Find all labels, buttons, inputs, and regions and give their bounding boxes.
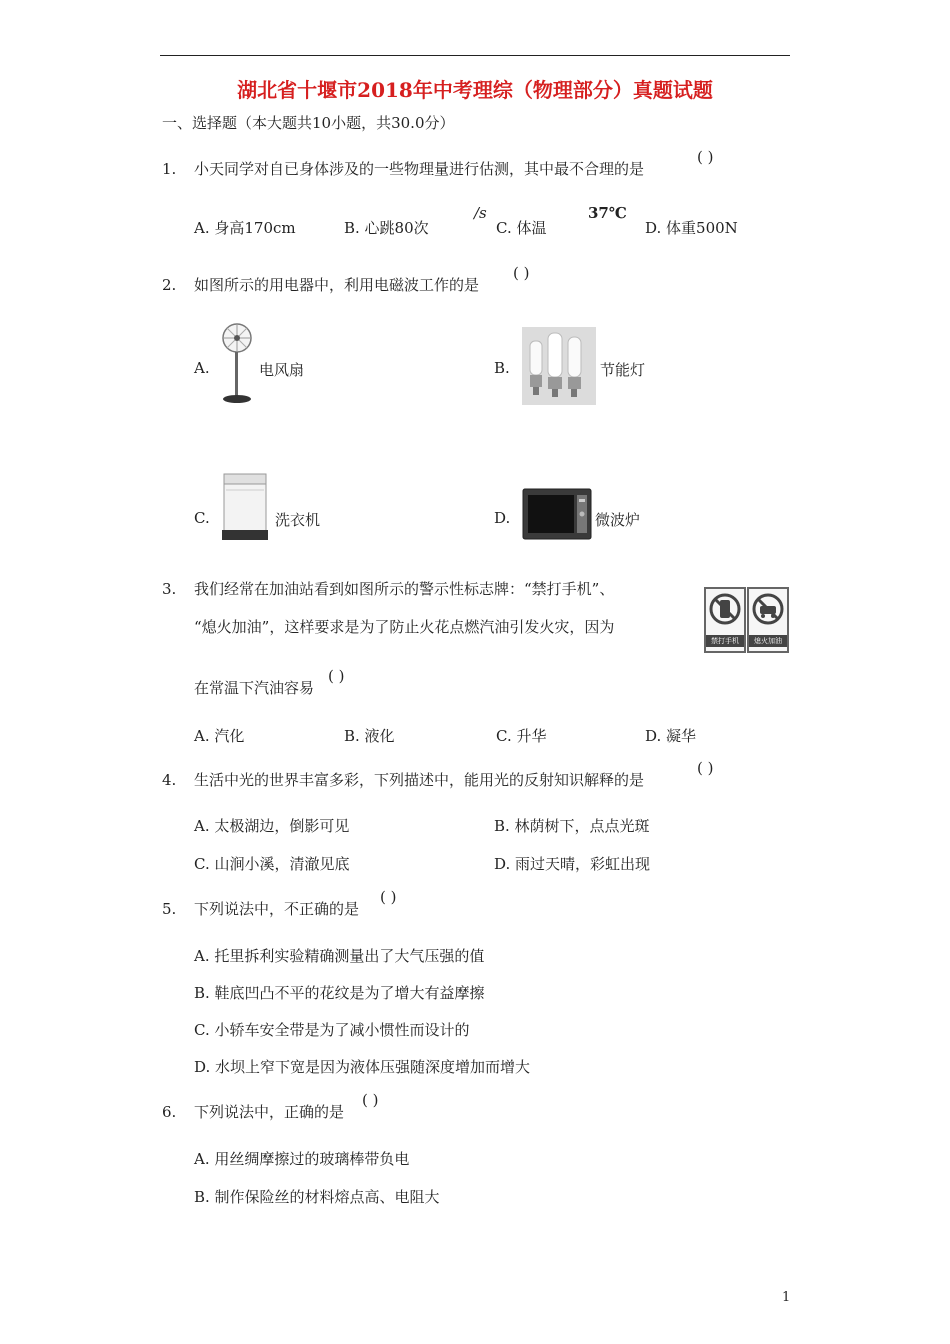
q2-option-c-label: 洗衣机 xyxy=(275,511,321,529)
q3-option-d: D. 凝华 xyxy=(645,727,697,745)
engine-off-sign-label: 熄火加油 xyxy=(749,635,787,647)
q2-number: 2. xyxy=(162,276,177,294)
q2-option-b-letter: B. xyxy=(494,359,510,377)
q2-stem: 如图所示的用电器中，利用电磁波工作的是 xyxy=(194,276,480,294)
engine-off-sign xyxy=(747,587,789,653)
section-heading: 一、选择题（本大题共10小题，共30.0分） xyxy=(162,114,455,132)
q1-answer-paren: ( ) xyxy=(697,148,714,166)
q6-number: 6. xyxy=(162,1103,177,1121)
q3-line2: “熄火加油”，这样要求是为了防止火花点燃汽油引发火灾，因为 xyxy=(194,618,615,636)
q2-option-a-label: 电风扇 xyxy=(259,361,305,379)
electric-fan-image xyxy=(215,322,255,406)
header-rule xyxy=(160,55,790,56)
q2-option-a-letter: A. xyxy=(194,359,210,377)
page-title: 湖北省十堰市2018年中考理综（物理部分）真题试题 xyxy=(237,78,713,102)
q3-line3: 在常温下汽油容易 xyxy=(194,679,315,697)
q3-number: 3. xyxy=(162,580,177,598)
q3-answer-paren: ( ) xyxy=(328,667,345,685)
q3-option-a: A. 汽化 xyxy=(194,727,245,745)
q1-option-d: D. 体重500N xyxy=(645,219,738,237)
energy-saving-lamp-image xyxy=(522,327,596,405)
no-phone-sign-label: 禁打手机 xyxy=(706,635,744,647)
q6-option-b: B. 制作保险丝的材料熔点高、电阻大 xyxy=(194,1188,440,1206)
q1-stem: 小天同学对自已身体涉及的一些物理量进行估测，其中最不合理的是 xyxy=(194,160,645,178)
q6-answer-paren: ( ) xyxy=(362,1091,379,1109)
q1-option-b: B. 心跳80次 xyxy=(344,219,429,237)
q5-option-b: B. 鞋底凹凸不平的花纹是为了增大有益摩擦 xyxy=(194,984,485,1002)
washing-machine-image xyxy=(220,470,270,544)
q5-option-a: A. 托里拆利实验精确测量出了大气压强的值 xyxy=(194,947,485,965)
q1-option-a: A. 身高170cm xyxy=(194,219,296,237)
q1-option-c: C. 体温 xyxy=(496,219,547,237)
q4-option-c: C. 山涧小溪，清澈见底 xyxy=(194,855,350,873)
no-phone-sign xyxy=(704,587,746,653)
q4-option-d: D. 雨过天晴，彩虹出现 xyxy=(494,855,651,873)
q1-number: 1. xyxy=(162,160,177,178)
q3-line1: 我们经常在加油站看到如图所示的警示性标志牌：“禁打手机”、 xyxy=(194,580,615,598)
q5-number: 5. xyxy=(162,900,177,918)
q5-option-c: C. 小轿车安全带是为了减小惯性而设计的 xyxy=(194,1021,470,1039)
q3-option-c: C. 升华 xyxy=(496,727,547,745)
q2-option-b-label: 节能灯 xyxy=(600,361,646,379)
q2-option-d-letter: D. xyxy=(494,509,511,527)
page-number: 1 xyxy=(782,1290,791,1305)
q4-option-a: A. 太极湖边，倒影可见 xyxy=(194,817,350,835)
q2-answer-paren: ( ) xyxy=(513,264,530,282)
q5-option-d: D. 水坝上窄下宽是因为液体压强随深度增加而增大 xyxy=(194,1058,531,1076)
q1-option-b-unit: /s xyxy=(474,204,487,222)
q5-stem: 下列说法中，不正确的是 xyxy=(194,900,360,918)
q5-answer-paren: ( ) xyxy=(380,888,397,906)
q2-option-c-letter: C. xyxy=(194,509,210,527)
q1-option-c-value: 37℃ xyxy=(588,204,627,222)
q4-answer-paren: ( ) xyxy=(697,759,714,777)
engine-off-icon xyxy=(749,589,787,633)
q3-option-b: B. 液化 xyxy=(344,727,395,745)
microwave-oven-image xyxy=(522,488,592,540)
q6-option-a: A. 用丝绸摩擦过的玻璃棒带负电 xyxy=(194,1150,410,1168)
q6-stem: 下列说法中，正确的是 xyxy=(194,1103,345,1121)
q2-option-d-label: 微波炉 xyxy=(595,511,641,529)
q4-stem: 生活中光的世界丰富多彩，下列描述中，能用光的反射知识解释的是 xyxy=(194,771,645,789)
no-phone-icon xyxy=(706,589,744,633)
q4-option-b: B. 林荫树下，点点光斑 xyxy=(494,817,650,835)
q4-number: 4. xyxy=(162,771,177,789)
